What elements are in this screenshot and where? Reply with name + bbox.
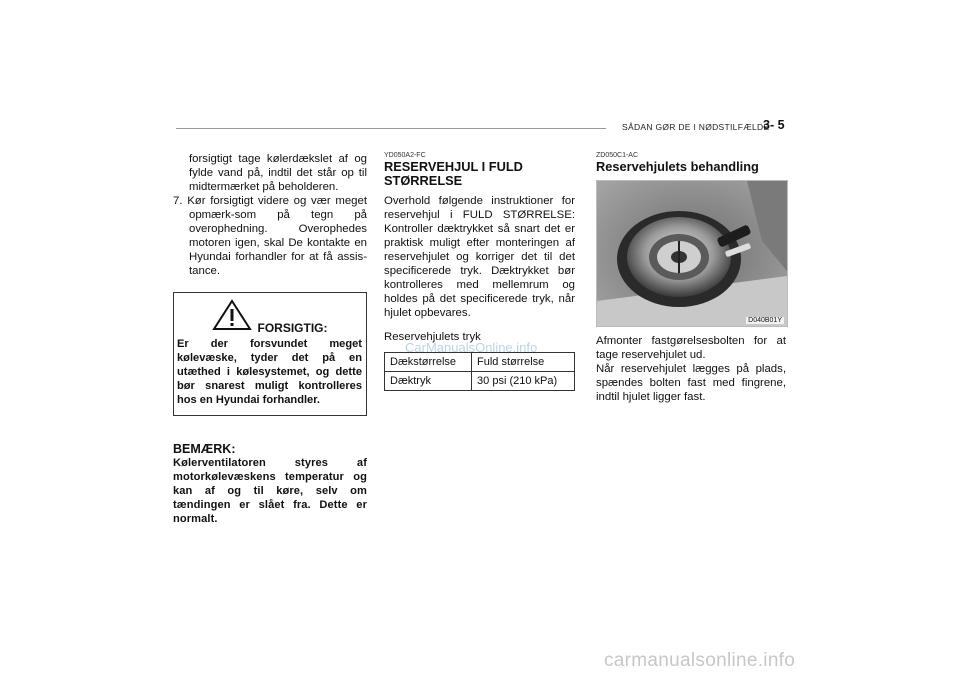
table-cell: Fuld størrelse [472,353,575,372]
section-heading: Reservehjulets behandling [596,159,759,174]
note-text: Kølerventilatoren styres af motorkølevæskens temperatur og kan af og til køre, selv om tændingen er slået fra. Dette er normalt. [173,457,367,525]
table-row [385,353,575,372]
section-heading: RESERVEHJUL I FULD STØRRELSE [384,159,523,188]
column-2 [384,152,575,391]
section-title: SÅDAN GØR DE I NØDSTILFÆLDE [622,122,770,132]
warning-header [177,299,362,335]
page-number: 3- 5 [763,118,785,132]
tire-pressure-table [384,352,575,391]
footer-watermark: carmanualsonline.info [604,650,796,671]
warning-title: FORSIGTIG: [257,321,328,335]
image-code: D040B01Y [748,317,782,324]
section-body: Overhold følgende instruktioner for reservehjul i FULD STØRRELSE: Kontroller dæktrykket så snart det er praktisk muligt efter monteringen af reservehjulet og korriger det til det specificerede tryk. Dæktrykket bør kontrolleres med mellemrum og holdes på det specificerede tryk, når hjulet opbevares. [384,195,575,319]
spare-wheel-photo [596,180,788,327]
header-rule [176,128,606,129]
continued-paragraph: forsigtigt tage kølerdækslet af og fylde vand på, indtil det står op til midtermærket på beholderen. [189,153,367,193]
table-cell: Dæktryk [385,372,472,391]
spare-wheel-illustration [597,181,787,326]
note-title: BEMÆRK: [173,442,236,456]
warning-triangle-icon [212,299,252,335]
inline-watermark: CarManualsOnline.info [405,340,538,355]
section-code: YD050A2-FC [384,152,426,159]
section-code: ZD050C1-AC [596,152,639,159]
warning-text: Er der forsvundet meget kølevæske, tyder det på en utæthed i kølesystemet, og dette bør snarest muligt kontrolleres hos en Hyundai forhandler. [177,338,362,406]
paragraph-install: Når reservehjulet lægges på plads, spændes bolten fast med fingrene, indtil hjulet ligger fast. [596,363,786,403]
column-3 [596,152,786,404]
warning-box [173,292,367,416]
column-1 [173,152,367,526]
table-label: Reservehjulets tryk [384,331,481,343]
step-7: 7. Kør forsigtigt videre og vær meget opmærk-som på tegn på overophedning. Overophedes motoren igen, skal De kontakte en Hyundai forhandler for at få assis-tance. [173,195,367,277]
table-cell: Dækstørrelse [385,353,472,372]
table-row [385,372,575,391]
table-cell: 30 psi (210 kPa) [472,372,575,391]
paragraph-remove: Afmonter fastgørelsesbolten for at tage reservehjulet ud. [596,335,786,361]
